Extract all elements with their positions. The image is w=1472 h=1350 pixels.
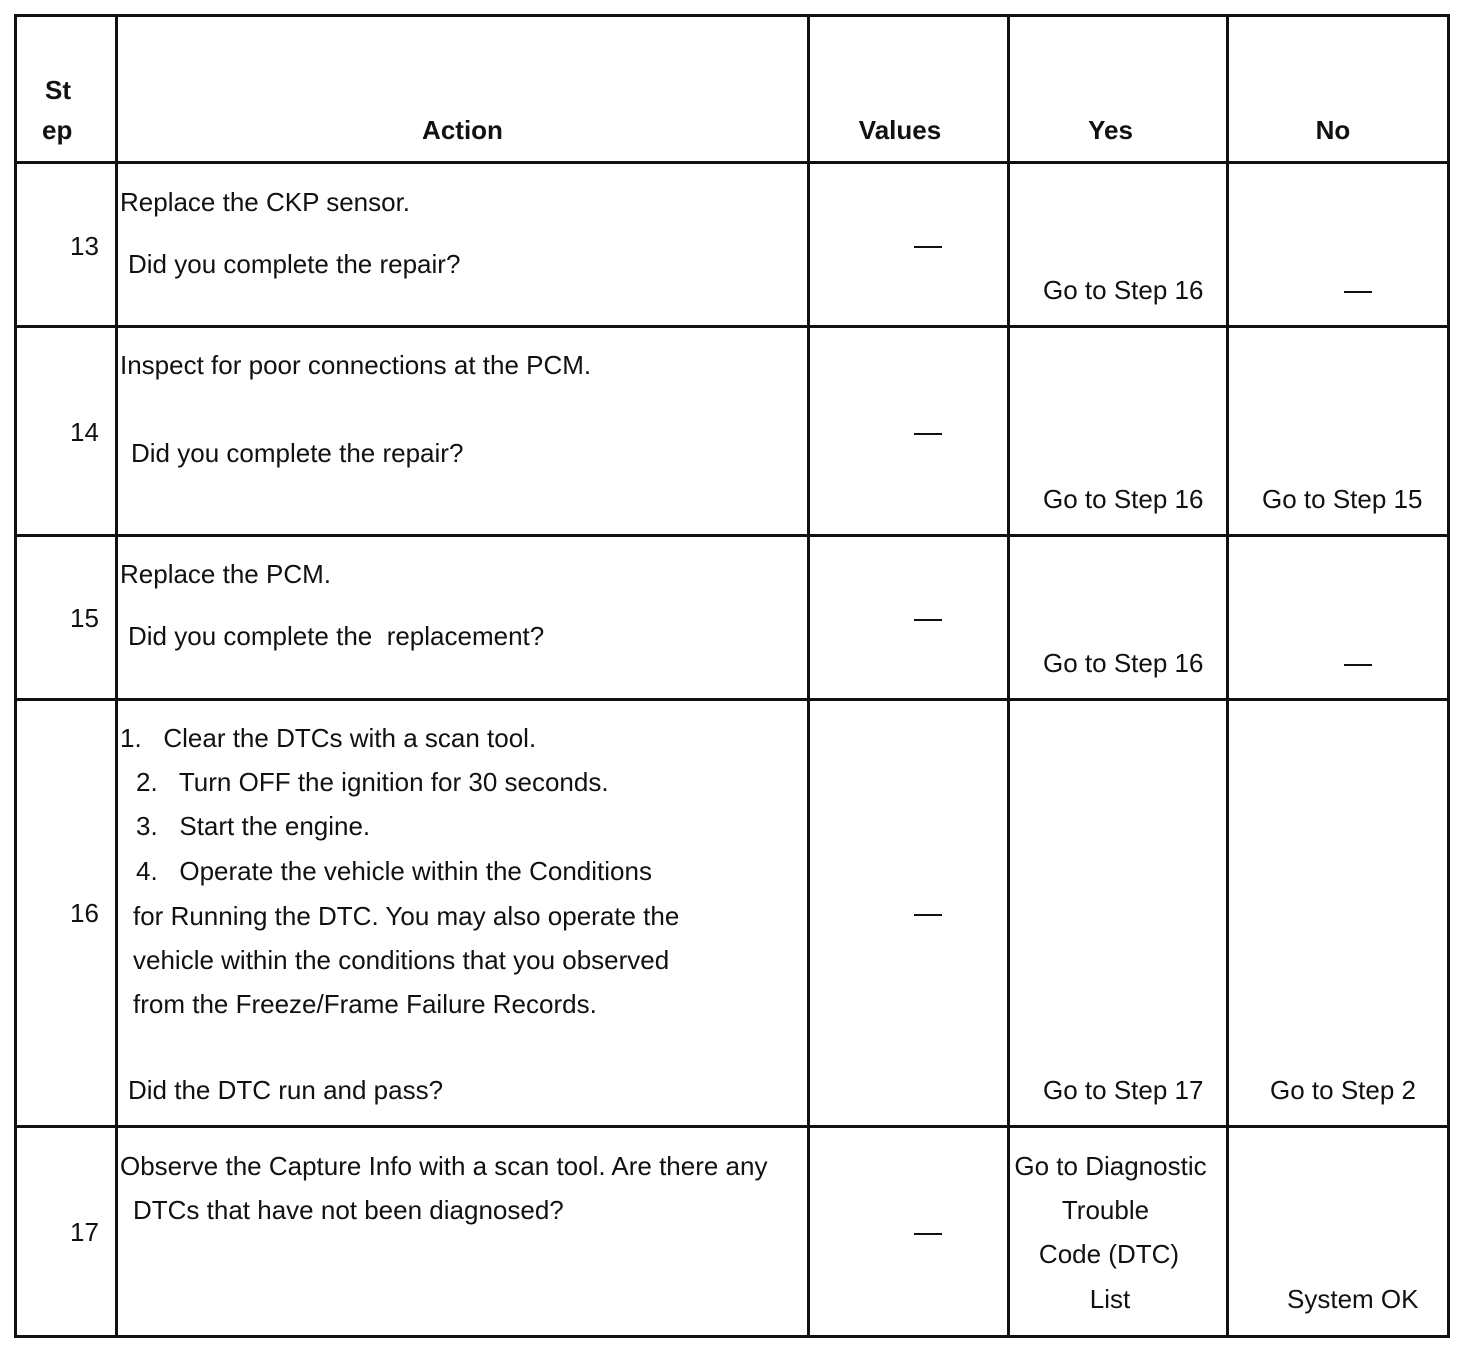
action-question: Did you complete the replacement? xyxy=(128,621,545,651)
column-divider xyxy=(807,14,810,1338)
action-step-1: 1. Clear the DTCs with a scan tool. xyxy=(120,723,537,753)
yes-action-line: Code (DTC) xyxy=(1038,1239,1180,1269)
action-step-4-cont: vehicle within the conditions that you observed xyxy=(133,945,670,975)
values-dash xyxy=(914,433,942,435)
values-dash xyxy=(914,619,942,621)
table-border-right xyxy=(1447,14,1450,1338)
action-step-2: 2. Turn OFF the ignition for 30 seconds. xyxy=(136,767,609,797)
action-text: Replace the CKP sensor. xyxy=(120,187,411,217)
yes-action: Go to Step 16 xyxy=(1043,275,1204,305)
column-divider xyxy=(115,14,118,1338)
table-border-top xyxy=(14,14,1450,17)
header-step-line2: ep xyxy=(42,115,73,145)
values-dash xyxy=(914,1233,942,1235)
values-dash xyxy=(914,914,942,916)
action-question: Did you complete the repair? xyxy=(128,249,461,279)
no-dash xyxy=(1344,664,1372,666)
header-values: Values xyxy=(858,115,942,145)
action-text: Replace the PCM. xyxy=(120,559,331,589)
step-number: 17 xyxy=(70,1217,99,1247)
header-no: No xyxy=(1315,115,1351,145)
row-divider xyxy=(14,698,1450,701)
yes-action: Go to Step 17 xyxy=(1043,1075,1204,1105)
column-divider xyxy=(1007,14,1010,1338)
step-number: 15 xyxy=(70,603,99,633)
step-number: 13 xyxy=(70,231,99,261)
action-text: Observe the Capture Info with a scan tool. Are there any xyxy=(120,1151,768,1181)
action-step-4: 4. Operate the vehicle within the Conditions xyxy=(136,856,652,886)
values-dash xyxy=(914,246,942,248)
action-step-4-cont: from the Freeze/Frame Failure Records. xyxy=(133,989,597,1019)
action-question: Did the DTC run and pass? xyxy=(128,1075,444,1105)
no-action: Go to Step 2 xyxy=(1270,1075,1416,1105)
diagnostic-table xyxy=(14,14,1450,1338)
header-action: Action xyxy=(422,115,503,145)
step-number: 14 xyxy=(70,417,99,447)
action-text-cont: DTCs that have not been diagnosed? xyxy=(133,1195,564,1225)
no-dash xyxy=(1344,291,1372,293)
no-action: System OK xyxy=(1287,1284,1419,1314)
yes-action: Go to Step 16 xyxy=(1043,484,1204,514)
yes-action: Go to Step 16 xyxy=(1043,648,1204,678)
row-divider xyxy=(14,325,1450,328)
table-border-bottom xyxy=(14,1335,1450,1338)
action-question: Did you complete the repair? xyxy=(131,438,464,468)
action-text: Inspect for poor connections at the PCM. xyxy=(120,350,592,380)
row-divider xyxy=(14,1125,1450,1128)
column-divider xyxy=(1226,14,1229,1338)
yes-action-line: Go to Diagnostic xyxy=(1014,1151,1207,1181)
table-border-left xyxy=(14,14,17,1338)
yes-action-line: List xyxy=(1089,1284,1131,1314)
row-divider xyxy=(14,534,1450,537)
step-number: 16 xyxy=(70,898,99,928)
header-divider xyxy=(14,161,1450,164)
header-step-line1: St xyxy=(45,75,71,105)
action-step-3: 3. Start the engine. xyxy=(136,811,371,841)
header-yes: Yes xyxy=(1088,115,1133,145)
yes-action-line: Trouble xyxy=(1061,1195,1150,1225)
no-action: Go to Step 15 xyxy=(1262,484,1423,514)
action-step-4-cont: for Running the DTC. You may also operate the xyxy=(133,901,680,931)
